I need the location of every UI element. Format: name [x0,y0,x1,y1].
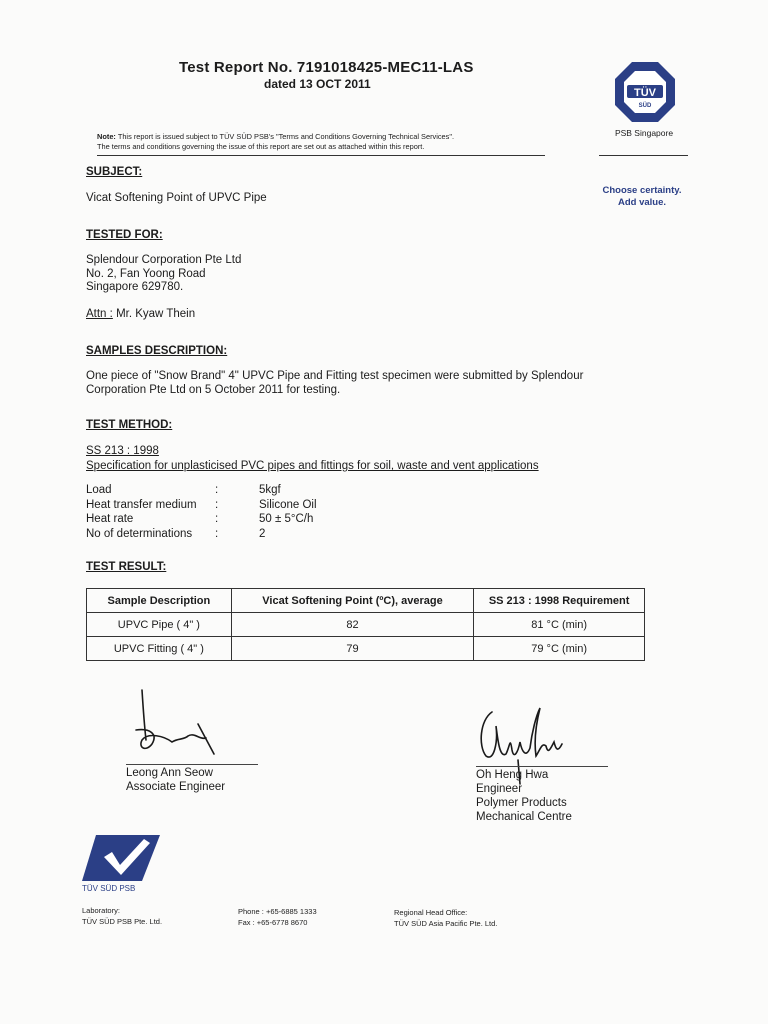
signatory-title: Associate Engineer [126,781,226,793]
results-table [86,588,645,661]
signatory-left [126,766,225,794]
tested-for-heading: TESTED FOR: [86,229,163,241]
report-date: dated 13 OCT 2011 [264,77,371,91]
lab-name: TÜV SÜD PSB Pte. Ltd. [82,917,163,926]
client-street: No. 2, Fan Yoong Road [86,267,206,280]
terms-note [97,132,557,152]
report-title: Test Report No. 7191018425-MEC11-LAS [179,59,474,76]
column-header: Sample Description [87,589,232,613]
signatory-title: Engineer [476,783,523,795]
param-value: 50 ± 5°C/h [259,513,314,525]
logo-mark-top: TÜV [634,87,656,99]
footer-brand: TÜV SÜD PSB [82,884,136,893]
param-key: Load [86,484,112,496]
param-key: Heat transfer medium [86,498,197,511]
param-row [86,527,317,542]
note-line-1: This report is issued subject to TÜV SÜD PSB's "Terms and Conditions Governing Technical Services". [117,132,455,141]
standard-title: Specification for unplasticised PVC pipes and fittings for soil, waste and vent applications [86,460,539,472]
vicat-cell: 82 [231,613,473,637]
office-label: Regional Head Office: [394,908,468,917]
param-value: 2 [259,527,266,540]
office-name: TÜV SÜD Asia Pacific Pte. Ltd. [394,919,498,928]
samples-line-1: One piece of "Snow Brand" 4" UPVC Pipe and Fitting test specimen were submitted by Splendour [86,370,584,382]
client-name: Splendour Corporation Pte Ltd [86,254,242,266]
subject-text: Vicat Softening Point of UPVC Pipe [86,192,267,204]
param-sep: : [215,513,219,525]
param-sep: : [215,527,219,540]
param-key: No of determinations [86,527,193,540]
tuv-sud-logo [600,60,690,129]
lab-label: Laboratory: [82,906,120,915]
column-header: SS 213 : 1998 Requirement [474,589,645,613]
column-header: Vicat Softening Point (ºC), average [231,589,473,613]
param-row [86,483,317,498]
signature-left [128,688,228,764]
attention-line [86,308,195,322]
param-value: 5kgf [259,484,281,496]
tagline [580,185,704,209]
result-heading: TEST RESULT: [86,561,167,573]
signatory-right [476,768,572,824]
tagline-line-1: Choose certainty. [602,185,682,196]
divider [97,155,545,156]
client-address [86,254,241,295]
param-key: Heat rate [86,513,134,525]
table-row [87,637,645,661]
phone-number: Phone : +65-6885 1333 [238,907,317,916]
octagon-logo-icon [613,60,677,124]
fax-number: Fax : +65-6778 8670 [238,918,308,927]
table-header-row [87,589,645,613]
test-parameters [86,483,317,541]
contact-info [238,906,317,928]
laboratory-info [82,905,162,927]
sample-cell: UPVC Pipe ( 4" ) [87,613,232,637]
attn-name: Mr. Kyaw Thein [116,308,196,320]
signatory-department: Mechanical Centre [476,811,572,823]
requirement-cell: 79 °C (min) [474,637,645,661]
requirement-cell: 81 °C (min) [474,613,645,637]
param-sep: : [215,498,219,511]
signatory-name: Oh Heng Hwa [476,769,549,781]
param-value: Silicone Oil [259,498,317,511]
signature-line [126,764,258,765]
vicat-cell: 79 [231,637,473,661]
samples-line-2: Corporation Pte Ltd on 5 October 2011 for testing. [86,383,341,396]
signatory-department: Polymer Products [476,797,567,809]
subject-heading: SUBJECT: [86,166,143,178]
table-row [87,613,645,637]
signatory-name: Leong Ann Seow [126,767,213,779]
logo-caption: PSB Singapore [614,128,674,138]
tagline-line-2: Add value. [617,197,667,208]
note-line-2: The terms and conditions governing the issue of this report are set out as attached within this report. [97,142,425,151]
param-sep: : [215,484,219,496]
head-office-info [394,907,497,929]
checkmark-logo-icon [82,833,162,883]
divider [599,155,688,156]
samples-text [86,370,583,397]
logo-mark-bottom: SÜD [638,103,652,109]
param-row [86,498,317,513]
param-row [86,512,317,527]
note-label: Note: [97,132,116,141]
sample-cell: UPVC Fitting ( 4" ) [87,637,232,661]
method-heading: TEST METHOD: [86,419,173,431]
samples-heading: SAMPLES DESCRIPTION: [86,345,228,357]
attn-label: Attn : [86,308,113,320]
signature-line [476,766,608,767]
client-city: Singapore 629780. [86,281,184,293]
standard-number: SS 213 : 1998 [86,445,159,457]
